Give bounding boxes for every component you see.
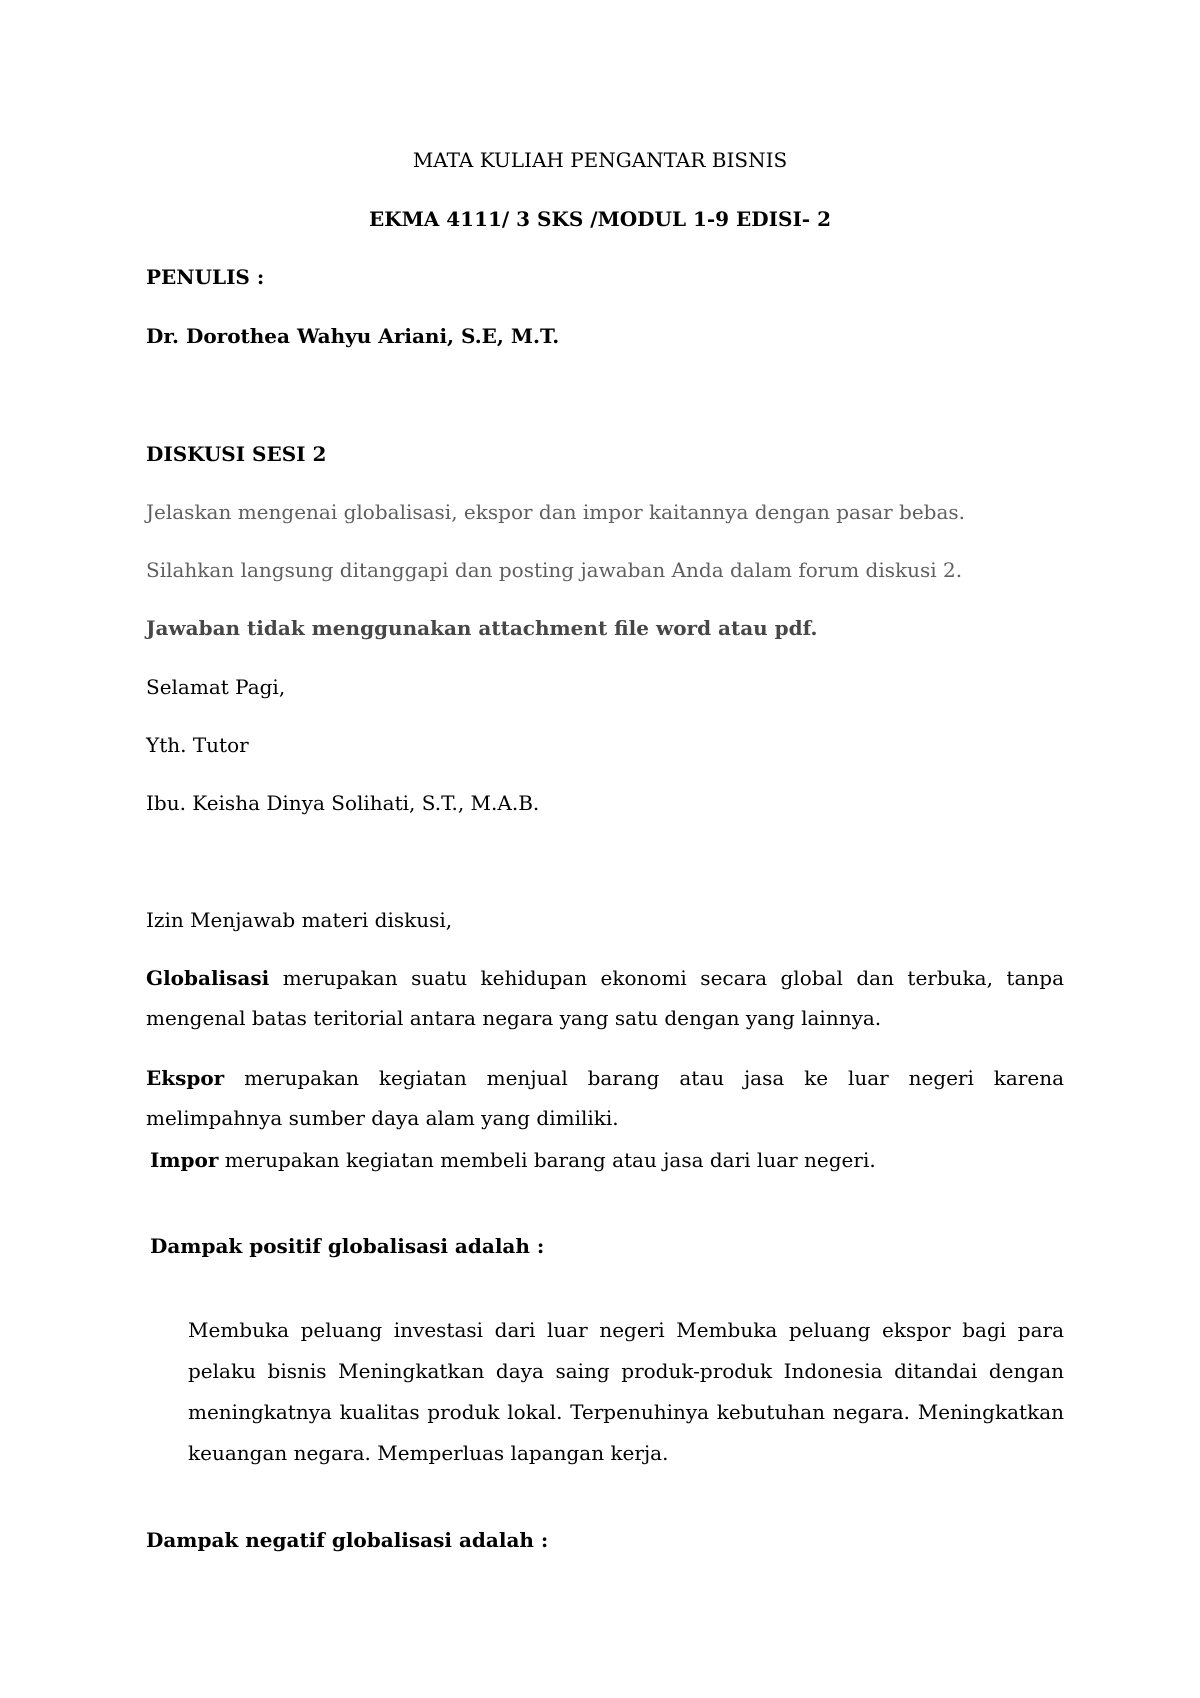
course-code: EKMA 4111/ 3 SKS /MODUL 1-9 EDISI- 2 <box>369 207 831 231</box>
author-name: Dr. Dorothea Wahyu Ariani, S.E, M.T. <box>146 324 560 348</box>
discussion-question: Jelaskan mengenai globalisasi, ekspor dan impor kaitannya dengan pasar bebas. <box>146 500 966 524</box>
greeting-salutation: Selamat Pagi, <box>146 675 286 699</box>
impor-term: Impor <box>150 1148 219 1172</box>
ekspor-term: Ekspor <box>146 1066 225 1090</box>
greeting-recipient: Yth. Tutor <box>146 733 249 757</box>
ekspor-definition: merupakan kegiatan menjual barang atau jasa ke luar negeri karena melimpahnya sumber daya alam yang dimiliki. <box>146 1066 1064 1130</box>
globalisasi-term: Globalisasi <box>146 966 270 990</box>
ekspor-paragraph <box>146 1058 1064 1138</box>
course-title: MATA KULIAH PENGANTAR BISNIS <box>412 148 788 172</box>
discussion-instruction: Silahkan langsung ditanggapi dan posting jawaban Anda dalam forum diskusi 2. <box>146 558 963 582</box>
author-label: PENULIS : <box>146 265 265 289</box>
greeting-recipient-name: Ibu. Keisha Dinya Solihati, S.T., M.A.B. <box>146 791 540 815</box>
globalisasi-definition: merupakan suatu kehidupan ekonomi secara global dan terbuka, tanpa mengenal batas teritorial antara negara yang satu dengan yang lainnya. <box>146 966 1064 1030</box>
impor-definition: merupakan kegiatan membeli barang atau jasa dari luar negeri. <box>218 1148 876 1172</box>
globalisasi-paragraph <box>146 958 1064 1038</box>
impor-paragraph <box>150 1146 876 1174</box>
positive-impact-heading: Dampak positif globalisasi adalah : <box>150 1234 545 1258</box>
discussion-title: DISKUSI SESI 2 <box>146 442 327 466</box>
answer-intro: Izin Menjawab materi diskusi, <box>146 908 453 932</box>
negative-impact-heading: Dampak negatif globalisasi adalah : <box>146 1528 549 1552</box>
positive-impact-text: Membuka peluang investasi dari luar negeri Membuka peluang ekspor bagi para pelaku bisnis Meningkatkan daya saing produk-produk Indonesia ditandai dengan meningkatnya kualitas produk lokal. Terpenuhinya kebutuhan negara. Meningkatkan keuangan negara. Memperluas lapangan kerja. <box>188 1318 1064 1465</box>
discussion-note: Jawaban tidak menggunakan attachment file word atau pdf. <box>146 616 818 640</box>
